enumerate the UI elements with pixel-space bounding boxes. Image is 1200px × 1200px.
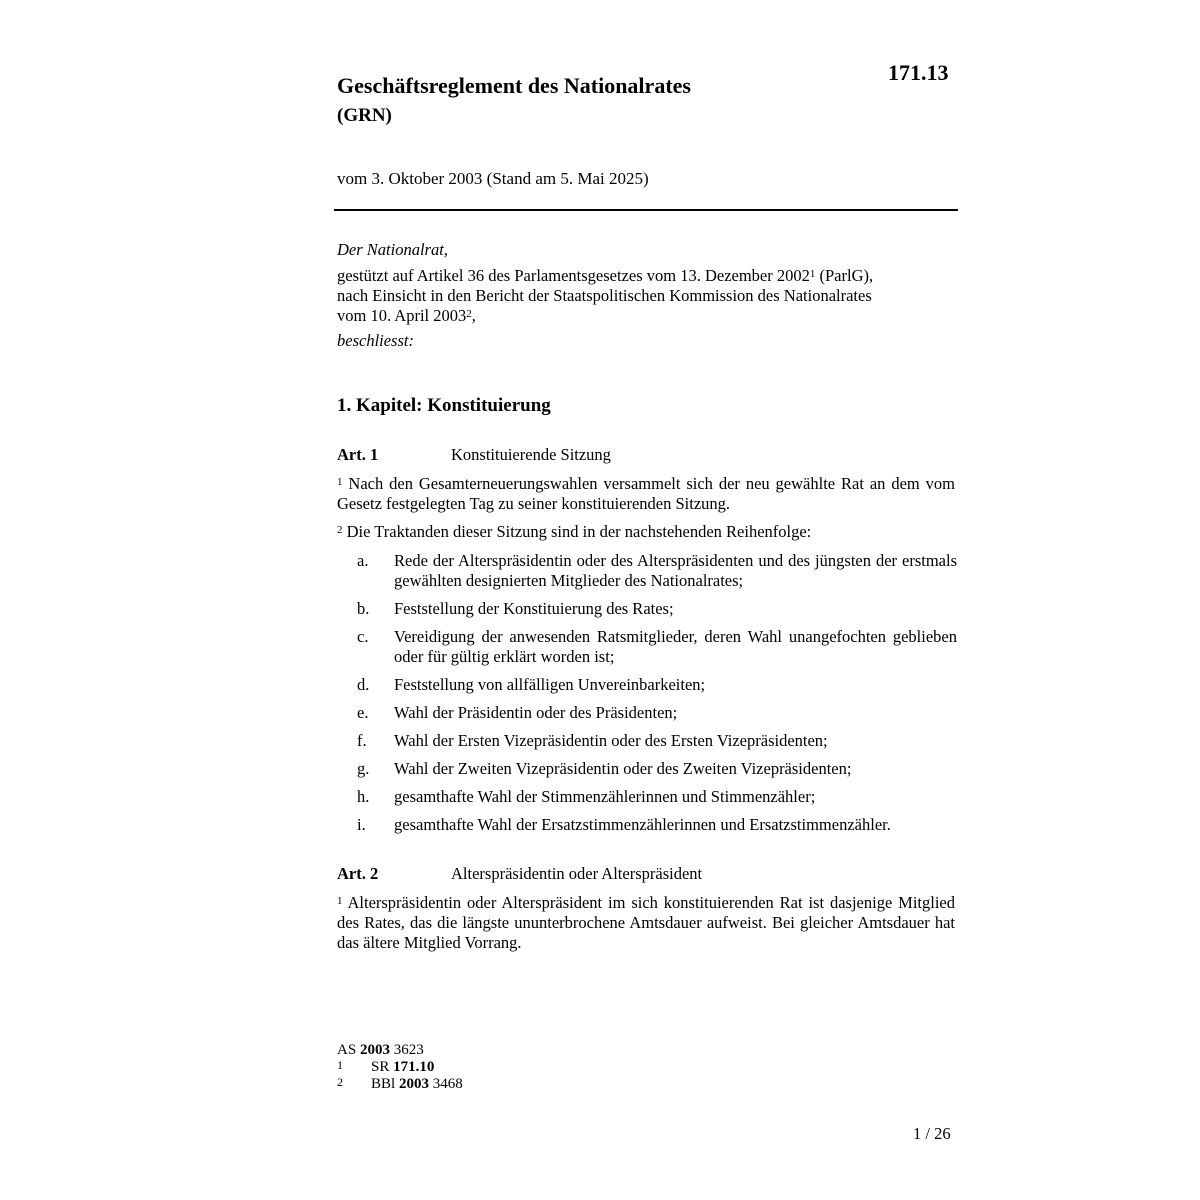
- paragraph-text: Nach den Gesamterneuerungswahlen versammelt sich der neu gewählte Rat an dem vom Gesetz festgelegten Tag zu seiner konstituierenden Sitzung.: [337, 474, 955, 513]
- list-text: Wahl der Ersten Vizepräsidentin oder des Ersten Vizepräsidenten;: [394, 731, 828, 750]
- footnote-content[interactable]: [371, 1059, 434, 1076]
- footnote-text: AS: [337, 1042, 360, 1058]
- paragraph-text: Alterspräsidentin oder Alterspräsident im sich konstituierenden Rat ist dasjenige Mitglied des Rates, das die längste ununterbrochene Amtsdauer aufweist. Bei gleicher Amtsdauer hat das ältere Mitglied Vorrang.: [337, 893, 955, 952]
- list-text: Vereidigung der anwesenden Ratsmitglieder, deren Wahl unangefochten geblieben oder für gültig erklärt worden ist;: [394, 627, 957, 666]
- paragraph-number: 1: [337, 895, 343, 907]
- article-paragraph: [337, 893, 955, 953]
- article-paragraph: [337, 522, 955, 542]
- list-item: [357, 787, 957, 807]
- list-item: [357, 703, 957, 723]
- list-text: gesamthafte Wahl der Ersatzstimmenzählerinnen und Ersatzstimmenzähler.: [394, 815, 891, 834]
- list-text: Wahl der Zweiten Vizepräsidentin oder des Zweiten Vizepräsidenten;: [394, 759, 852, 778]
- preamble-text: (ParlG),: [815, 266, 874, 285]
- footnote-text: BBl: [371, 1076, 399, 1092]
- footnote-content[interactable]: [371, 1076, 463, 1093]
- date-line: vom 3. Oktober 2003 (Stand am 5. Mai 2025): [337, 169, 649, 188]
- footnote-item: [337, 1076, 463, 1093]
- document-abbreviation: (GRN): [337, 105, 392, 126]
- paragraph-number: 2: [337, 524, 343, 536]
- list-item: [357, 815, 957, 835]
- list-letter: i.: [357, 815, 366, 834]
- list-text: Feststellung von allfälligen Unvereinbarkeiten;: [394, 675, 706, 694]
- preamble-text: ,: [471, 306, 476, 325]
- preamble: [337, 240, 957, 351]
- list-item: [357, 675, 957, 695]
- list-item: [357, 731, 957, 751]
- footnote-text: SR: [371, 1059, 394, 1075]
- footnote-number: 1: [337, 1058, 343, 1072]
- footnote-bold: 2003: [398, 1076, 429, 1092]
- footnote-ref[interactable]: 1: [809, 268, 816, 280]
- footnote-number: 2: [337, 1075, 343, 1089]
- paragraph-number: 1: [337, 476, 343, 488]
- footnote-text: 3623: [389, 1042, 424, 1058]
- list-text: Wahl der Präsidentin oder des Präsidenten;: [394, 703, 678, 722]
- footnote-text: 3468: [428, 1076, 463, 1092]
- article-number: Art. 1: [337, 445, 379, 464]
- list-item: [357, 627, 957, 667]
- list-letter: g.: [357, 759, 370, 778]
- agenda-list: [357, 551, 957, 843]
- list-text: gesamthafte Wahl der Stimmenzählerinnen und Stimmenzähler;: [394, 787, 816, 806]
- list-letter: e.: [357, 703, 369, 722]
- list-letter: b.: [357, 599, 370, 618]
- article-title: Konstituierende Sitzung: [451, 445, 611, 464]
- document-title: Geschäftsreglement des Nationalrates: [337, 73, 691, 98]
- preamble-line-1: [337, 266, 957, 286]
- list-item: [357, 599, 957, 619]
- article-number: Art. 2: [337, 864, 379, 883]
- list-letter: d.: [357, 675, 370, 694]
- list-letter: a.: [357, 551, 369, 570]
- article-heading: [337, 445, 957, 465]
- article-title: Alterspräsidentin oder Alterspräsident: [451, 864, 703, 883]
- list-text: Feststellung der Konstituierung des Rates;: [394, 599, 674, 618]
- footnotes: [337, 1042, 463, 1093]
- header-divider: [334, 209, 958, 211]
- preamble-text: gestützt auf Artikel 36 des Parlamentsgesetzes vom 13. Dezember 2002: [337, 266, 810, 285]
- paragraph-text: Die Traktanden dieser Sitzung sind in der nachstehenden Reihenfolge:: [342, 522, 812, 541]
- list-letter: h.: [357, 787, 370, 806]
- article-heading: [337, 864, 957, 884]
- list-letter: c.: [357, 627, 369, 646]
- list-text: Rede der Alterspräsidentin oder des Alterspräsidenten und des jüngsten der erstmals gewählten designierten Mitglieder des Nationalrates;: [394, 551, 957, 590]
- article-paragraph: [337, 474, 955, 514]
- preamble-closing: beschliesst:: [337, 331, 414, 350]
- footnote-ref[interactable]: 2: [466, 308, 472, 320]
- preamble-text: vom 10. April 2003: [337, 306, 467, 325]
- footnote-bold: 171.10: [393, 1059, 435, 1075]
- list-item: [357, 759, 957, 779]
- page-number: 1 / 26: [913, 1124, 951, 1143]
- preamble-line-2: nach Einsicht in den Bericht der Staatspolitischen Kommission des Nationalrates: [337, 286, 872, 305]
- list-item: [357, 551, 957, 591]
- chapter-heading: 1. Kapitel: Konstituierung: [337, 395, 551, 416]
- footnote-bold: 2003: [359, 1042, 390, 1058]
- preamble-intro: Der Nationalrat,: [337, 240, 448, 259]
- sr-number: 171.13: [888, 60, 949, 85]
- preamble-line-3: [337, 306, 957, 326]
- list-letter: f.: [357, 731, 367, 750]
